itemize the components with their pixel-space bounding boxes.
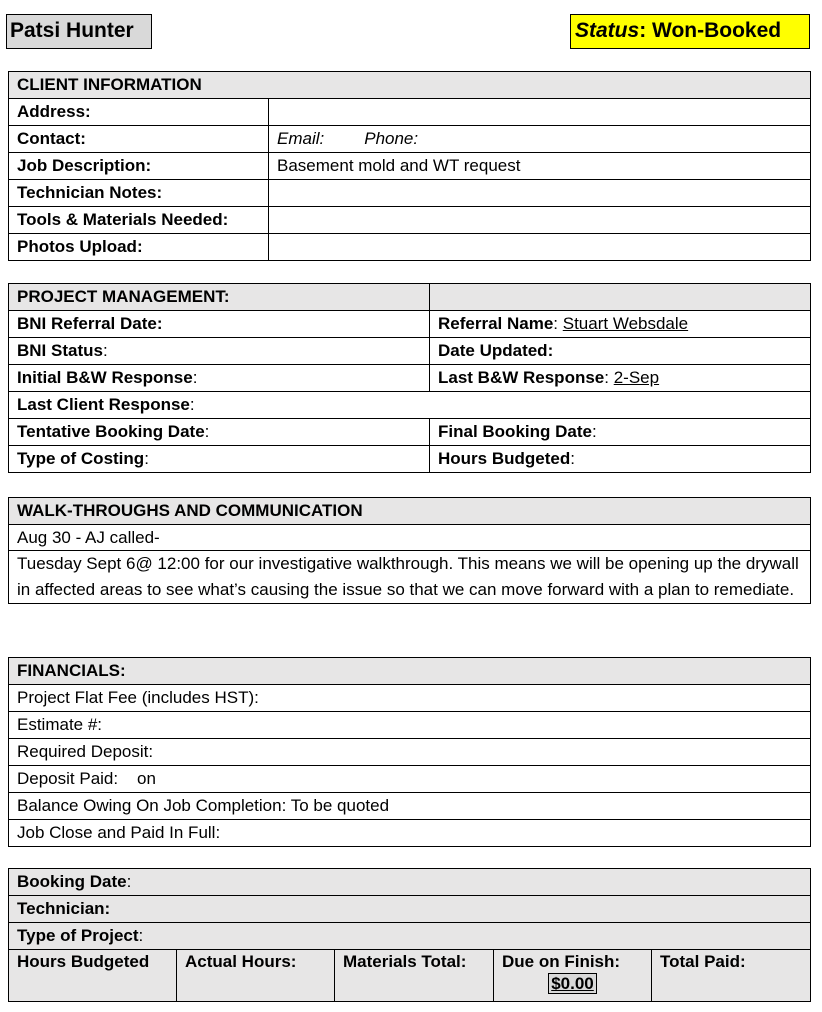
hours-budgeted-field (430, 446, 811, 473)
last-bw-response-label: Last B&W Response (438, 368, 605, 387)
walkthroughs-heading: WALK-THROUGHS AND COMMUNICATION (9, 498, 811, 525)
contact-value[interactable] (269, 126, 811, 153)
last-bw-response-field (430, 365, 811, 392)
walkthroughs-table (8, 497, 811, 604)
email-label: Email: (277, 129, 325, 148)
hours-budgeted-colon: : (570, 449, 575, 468)
client-information-heading: CLIENT INFORMATION (9, 72, 811, 99)
tentative-booking-field (9, 419, 430, 446)
walkthrough-entry: Tuesday Sept 6@ 12:00 for our investigative walkthrough. This means we will be opening up the drywall in affected areas to see what’s causing the issue so that we can move forward with a plan to remediate. (9, 551, 811, 604)
final-booking-colon: : (591, 422, 597, 441)
type-of-project-label: Type of Project (17, 926, 139, 945)
referral-name-label: Referral Name (438, 314, 554, 333)
hours-budgeted-cell: Hours Budgeted (9, 950, 177, 1002)
last-bw-colon: : (604, 368, 609, 387)
type-of-project-colon: : (138, 926, 144, 945)
walkthrough-entry: Aug 30 - AJ called- (9, 525, 811, 551)
due-on-finish-cell (494, 950, 652, 1002)
project-management-heading-blank (430, 284, 811, 311)
actual-hours-cell: Actual Hours: (177, 950, 335, 1002)
job-description-label: Job Description: (9, 153, 269, 180)
client-name: Patsi Hunter (6, 14, 152, 49)
total-paid-cell: Total Paid: (652, 950, 811, 1002)
client-information-table (8, 71, 811, 261)
booking-date-colon: : (126, 872, 132, 891)
bni-status-colon: : (102, 341, 108, 360)
last-client-response-label: Last Client Response (17, 395, 190, 414)
project-management-table (8, 283, 811, 473)
type-of-costing-field (9, 446, 430, 473)
job-description-value[interactable]: Basement mold and WT request (269, 153, 811, 180)
financials-table (8, 657, 811, 847)
bni-referral-date-label: BNI Referral Date: (9, 311, 430, 338)
technician-notes-label: Technician Notes: (9, 180, 269, 207)
required-deposit: Required Deposit: (9, 739, 811, 766)
contact-label: Contact: (9, 126, 269, 153)
due-on-finish-label: Due on Finish: (502, 952, 621, 971)
type-of-project-field (9, 923, 811, 950)
tentative-booking-label: Tentative Booking Date (17, 422, 205, 441)
deposit-paid: Deposit Paid: on (9, 766, 811, 793)
materials-total-cell: Materials Total: (335, 950, 494, 1002)
due-on-finish-amount: $0.00 (548, 973, 597, 994)
address-label: Address: (9, 99, 269, 126)
date-updated-label: Date Updated: (430, 338, 811, 365)
photos-upload-label: Photos Upload: (9, 234, 269, 261)
balance-owing: Balance Owing On Job Completion: To be quoted (9, 793, 811, 820)
last-client-colon: : (189, 395, 195, 414)
estimate-number: Estimate #: (9, 712, 811, 739)
final-booking-field (430, 419, 811, 446)
job-close-paid: Job Close and Paid In Full: (9, 820, 811, 847)
address-value[interactable] (269, 99, 811, 126)
type-of-costing-colon: : (144, 449, 149, 468)
phone-label: Phone: (364, 129, 419, 148)
initial-bw-response-label: Initial B&W Response (17, 368, 193, 387)
booking-table (8, 868, 811, 1002)
bni-status-label: BNI Status (17, 341, 103, 360)
hours-budgeted-label: Hours Budgeted (438, 449, 571, 468)
booking-date-field (9, 869, 811, 896)
final-booking-label: Final Booking Date (438, 422, 592, 441)
type-of-costing-label: Type of Costing (17, 449, 145, 468)
tools-materials-value[interactable] (269, 207, 811, 234)
referral-name-field (430, 311, 811, 338)
financials-heading: FINANCIALS: (9, 658, 811, 685)
bni-status-field (9, 338, 430, 365)
initial-bw-colon: : (192, 368, 198, 387)
booking-date-label: Booking Date (17, 872, 127, 891)
project-management-heading: PROJECT MANAGEMENT: (9, 284, 430, 311)
photos-upload-value[interactable] (269, 234, 811, 261)
referral-name-colon: : (553, 314, 559, 333)
technician-label: Technician: (9, 896, 811, 923)
project-flat-fee: Project Flat Fee (includes HST): (9, 685, 811, 712)
last-bw-response-value[interactable]: 2-Sep (613, 368, 660, 387)
referral-name-value[interactable]: Stuart Websdale (562, 314, 689, 333)
initial-bw-response-field (9, 365, 430, 392)
last-client-response-field (9, 392, 811, 419)
status-label: Status (575, 19, 640, 42)
status-value: Won-Booked (652, 19, 782, 42)
status-badge (570, 14, 810, 49)
technician-notes-value[interactable] (269, 180, 811, 207)
tentative-booking-colon: : (204, 422, 210, 441)
tools-materials-label: Tools & Materials Needed: (9, 207, 269, 234)
status-separator: : (639, 19, 653, 42)
